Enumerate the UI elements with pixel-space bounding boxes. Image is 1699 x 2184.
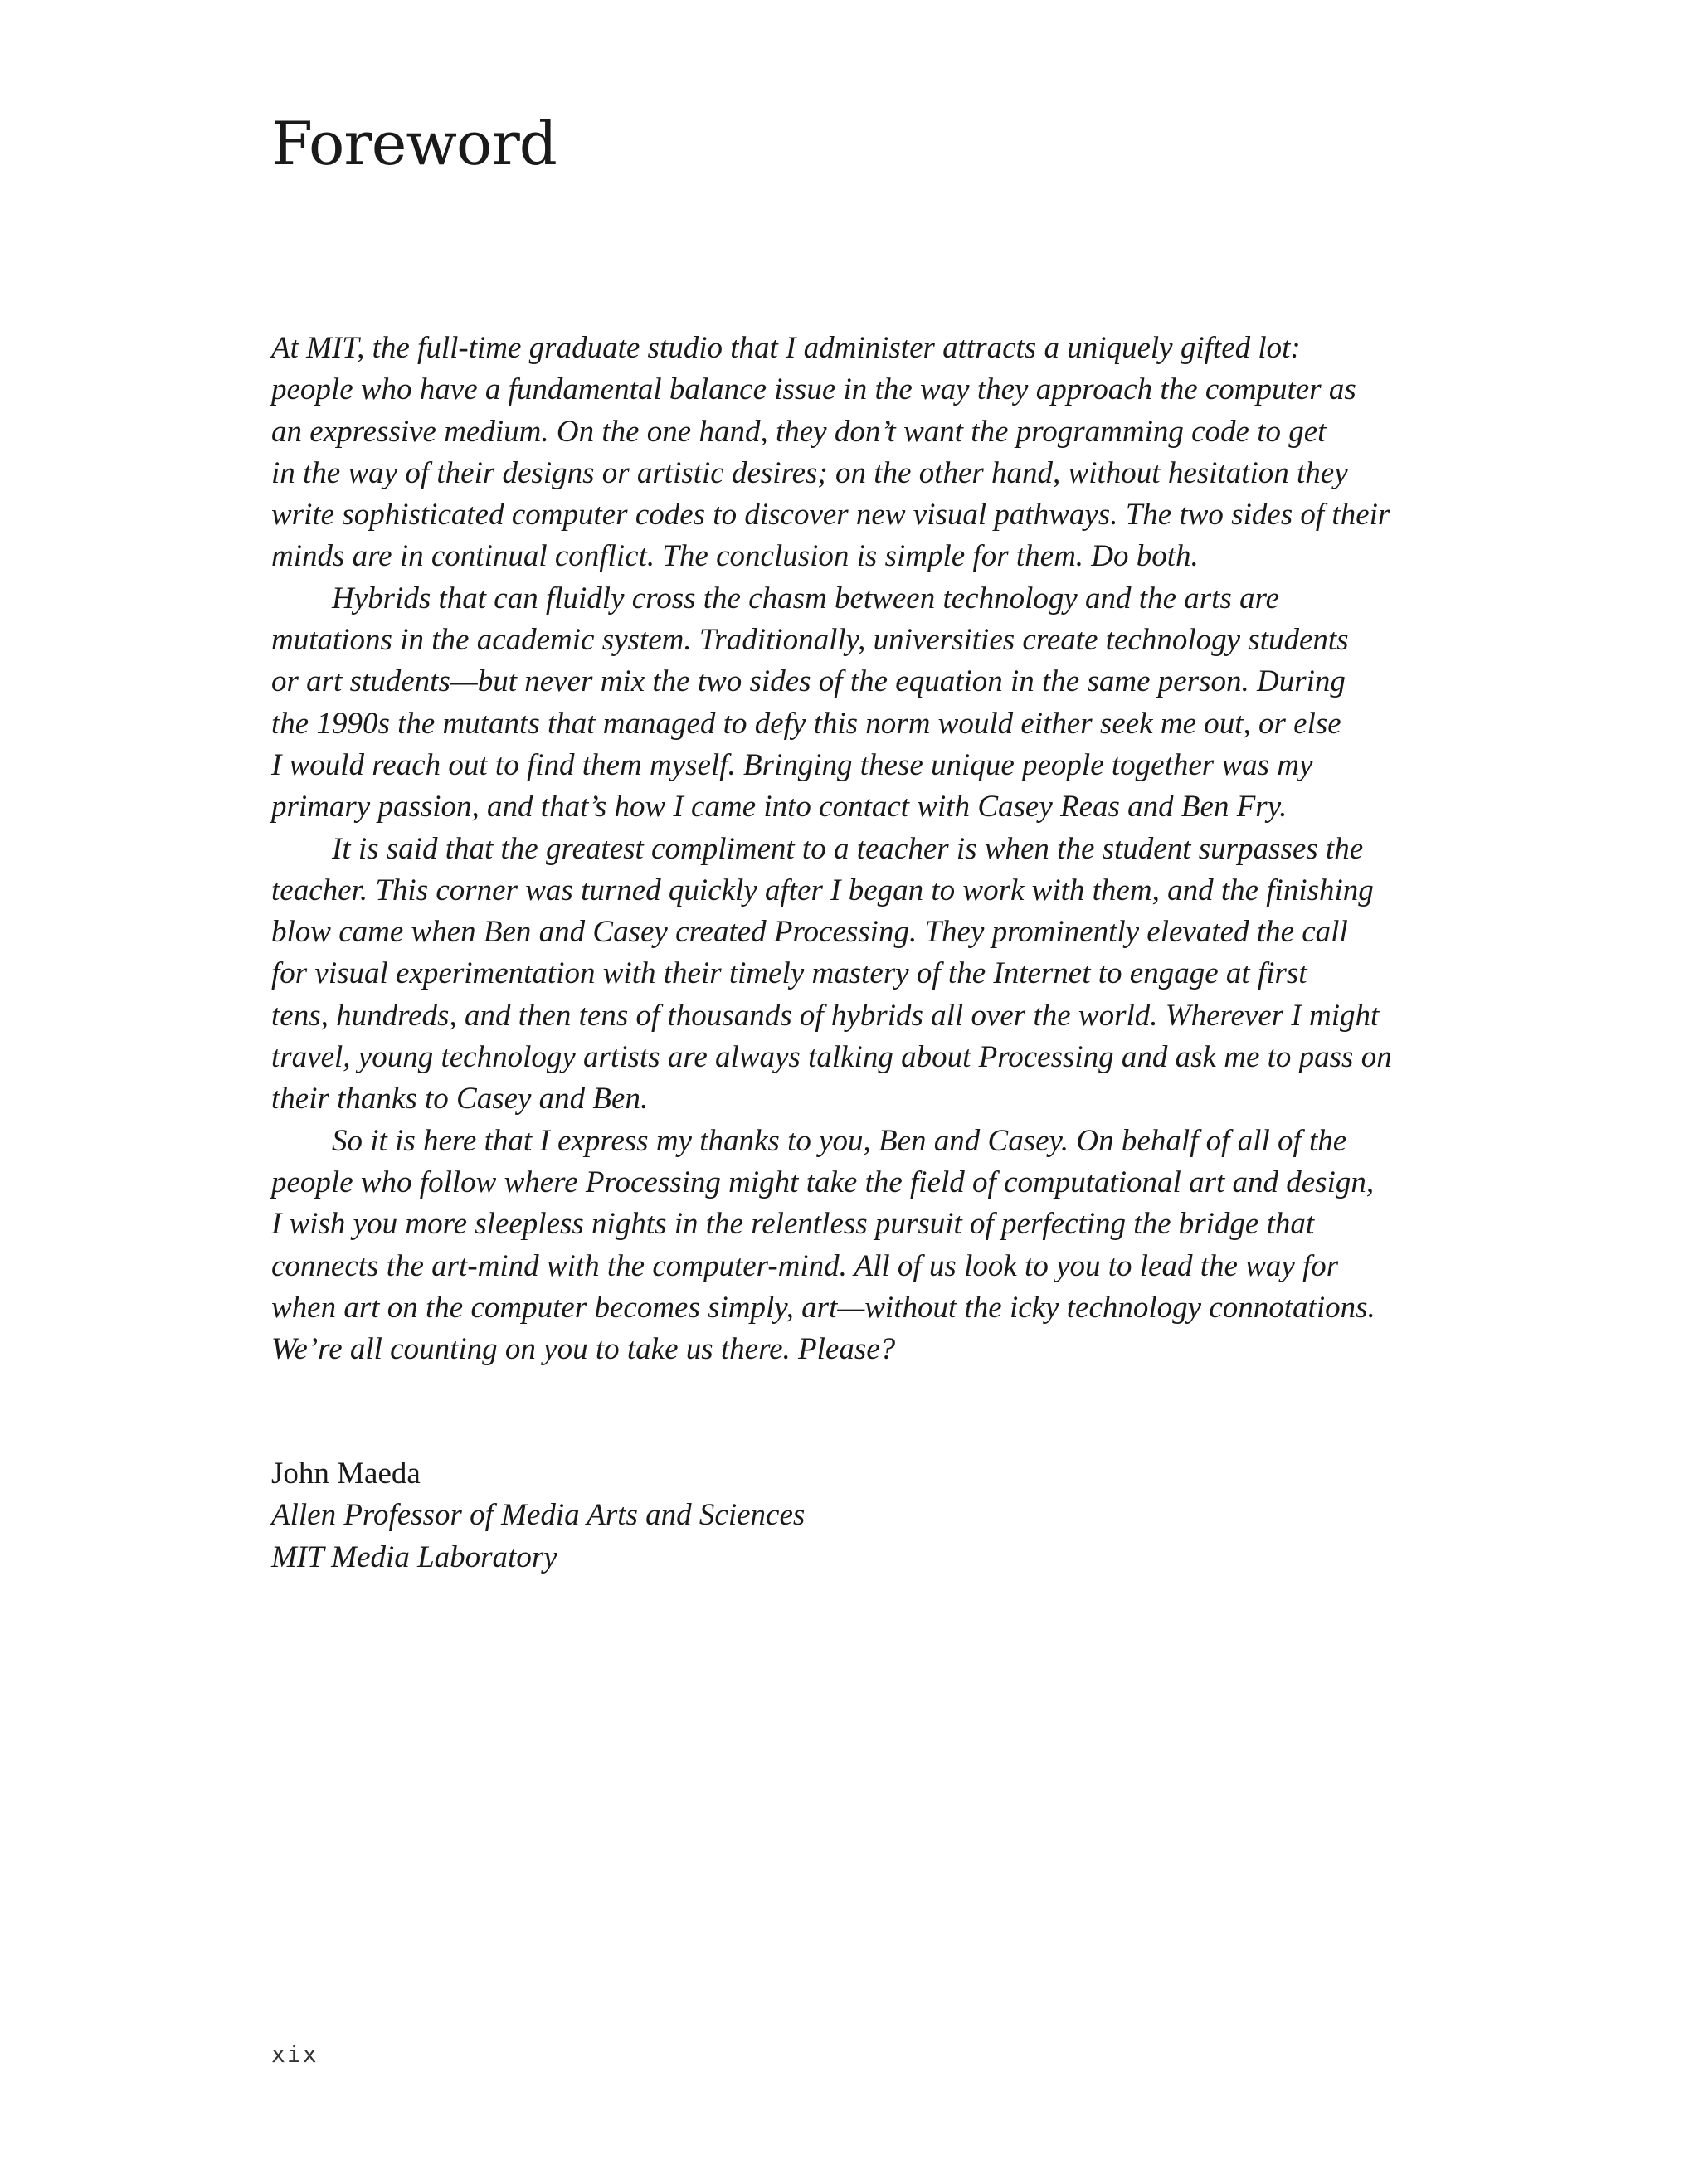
body-line: write sophisticated computer codes to discover new visual pathways. The two sides of their bbox=[271, 498, 1390, 533]
body-line: in the way of their designs or artistic desires; on the other hand, without hesitation they bbox=[271, 455, 1348, 490]
page-title: Foreword bbox=[271, 109, 557, 178]
body-line: when art on the computer becomes simply, art—without the icky technology connotations. bbox=[271, 1290, 1375, 1325]
page-number: xix bbox=[271, 2041, 319, 2068]
body-line: connects the art-mind with the computer-mind. All of us look to you to lead the way for bbox=[271, 1248, 1339, 1283]
body-line: At MIT, the full-time graduate studio that I administer attracts a uniquely gifted lot: bbox=[271, 331, 1301, 365]
foreword-body bbox=[271, 328, 1482, 1370]
body-line: blow came when Ben and Casey created Processing. They prominently elevated the call bbox=[271, 915, 1348, 950]
author-affiliation: MIT Media Laboratory bbox=[271, 1540, 557, 1574]
body-line: primary passion, and that’s how I came into contact with Casey Reas and Ben Fry. bbox=[271, 790, 1288, 824]
body-line: So it is here that I express my thanks to you, Ben and Casey. On behalf of all of the bbox=[332, 1123, 1347, 1158]
body-line: teacher. This corner was turned quickly after I began to work with them, and the finishing bbox=[271, 873, 1374, 907]
body-line: or art students—but never mix the two sides of the equation in the same person. During bbox=[271, 664, 1346, 699]
body-line: I wish you more sleepless nights in the relentless pursuit of perfecting the bridge that bbox=[271, 1207, 1315, 1242]
body-line: minds are in continual conflict. The conclusion is simple for them. Do both. bbox=[271, 539, 1199, 574]
body-line: tens, hundreds, and then tens of thousands of hybrids all over the world. Wherever I might bbox=[271, 998, 1380, 1033]
body-line: people who follow where Processing might take the field of computational art and design, bbox=[271, 1165, 1375, 1199]
body-line: Hybrids that can fluidly cross the chasm between technology and the arts are bbox=[332, 581, 1280, 615]
signature-block bbox=[271, 1453, 805, 1578]
body-line: their thanks to Casey and Ben. bbox=[271, 1082, 649, 1116]
body-line: mutations in the academic system. Traditionally, universities create technology students bbox=[271, 623, 1349, 658]
body-line: for visual experimentation with their timely mastery of the Internet to engage at first bbox=[271, 956, 1307, 991]
body-line: the 1990s the mutants that managed to defy this norm would either seek me out, or else bbox=[271, 706, 1341, 741]
body-line: I would reach out to find them myself. Bringing these unique people together was my bbox=[271, 747, 1313, 782]
author-title: Allen Professor of Media Arts and Sciences bbox=[271, 1498, 806, 1533]
body-line: It is said that the greatest compliment to a teacher is when the student surpasses the bbox=[332, 831, 1364, 866]
body-line: We’re all counting on you to take us there. Please? bbox=[271, 1332, 896, 1367]
author-name: John Maeda bbox=[271, 1457, 421, 1491]
body-line: travel, young technology artists are always talking about Processing and ask me to pass on bbox=[271, 1040, 1392, 1075]
body-line: people who have a fundamental balance issue in the way they approach the computer as bbox=[271, 372, 1356, 407]
body-line: an expressive medium. On the one hand, they don’t want the programming code to get bbox=[271, 414, 1327, 449]
